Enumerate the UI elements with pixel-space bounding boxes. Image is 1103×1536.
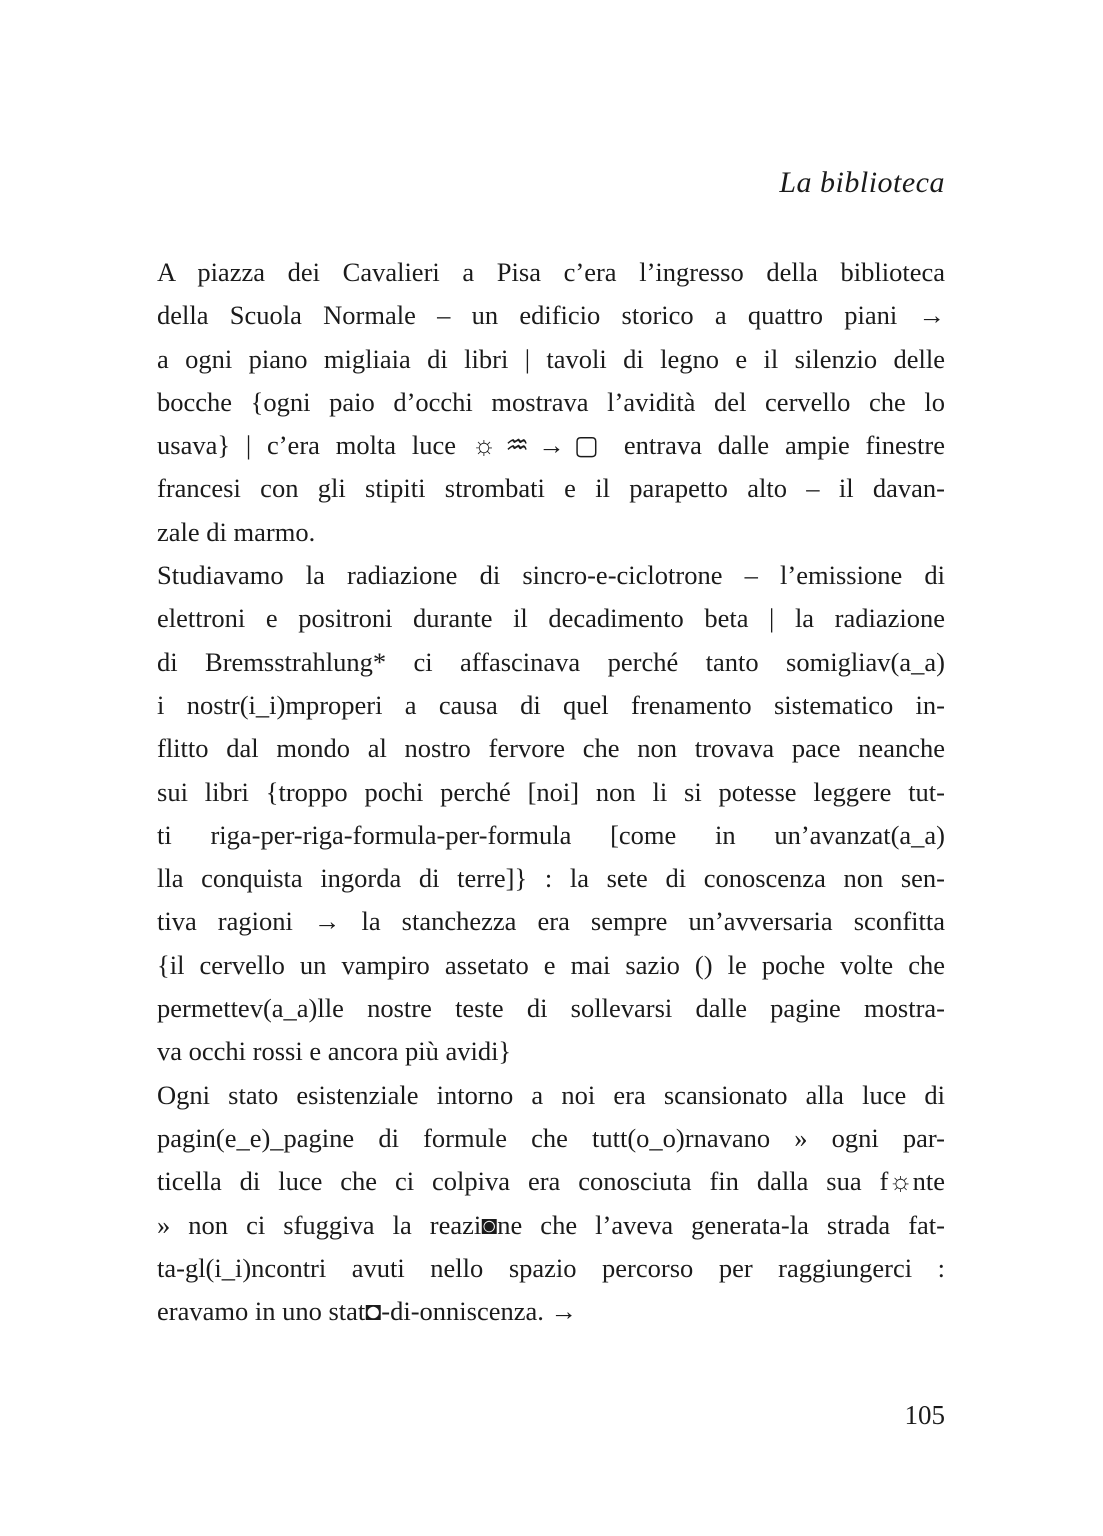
text-line: Studiavamo la radiazione di sincro-e-ciclotrone – l’emissione di bbox=[157, 560, 945, 591]
text-line: va occhi rossi e ancora più avidi} bbox=[157, 1036, 512, 1067]
text-line: i nostr(i_i)mproperi a causa di quel frenamento sistematico in- bbox=[157, 689, 945, 720]
text-line: della Scuola Normale – un edificio storico a quattro piani → bbox=[157, 300, 945, 331]
paragraph bbox=[157, 554, 945, 1074]
text-line: usava} | c’era molta luce ☼♒→▢ entrava dalle ampie finestre bbox=[157, 430, 945, 461]
text-line: A piazza dei Cavalieri a Pisa c’era l’ingresso della biblioteca bbox=[157, 257, 945, 287]
text-line: elettroni e positroni durante il decadimento beta | la radiazione bbox=[157, 603, 945, 634]
text-line: pagin(e_e)_pagine di formule che tutt(o_o)rnavano » ogni par- bbox=[157, 1122, 945, 1153]
paragraph bbox=[157, 251, 945, 554]
text-line: eravamo in uno stat◘-di-onniscenza. → bbox=[157, 1296, 578, 1327]
text-line: a ogni piano migliaia di libri | tavoli di legno e il silenzio delle bbox=[157, 343, 945, 374]
text-line: zale di marmo. bbox=[157, 516, 316, 547]
text-line: » non ci sfuggiva la reazi◙ne che l’aveva generata-la strada fat- bbox=[157, 1209, 945, 1240]
text-line: Ogni stato esistenziale intorno a noi era scansionato alla luce di bbox=[157, 1079, 945, 1110]
text-line: bocche {ogni paio d’occhi mostrava l’avidità del cervello che lo bbox=[157, 386, 945, 417]
page-number: 105 bbox=[904, 1400, 945, 1430]
text-line: {il cervello un vampiro assetato e mai sazio () le poche volte che bbox=[157, 949, 945, 980]
text-line: tiva ragioni → la stanchezza era sempre un’avversaria sconfitta bbox=[157, 906, 945, 937]
text-line: permettev(a_a)lle nostre teste di sollevarsi dalle pagine mostra- bbox=[157, 993, 945, 1024]
running-header-title: La biblioteca bbox=[779, 166, 945, 199]
text-line: di Bremsstrahlung* ci affascinava perché tanto somigliav(a_a) bbox=[157, 646, 945, 677]
paragraph bbox=[157, 1074, 945, 1334]
body-text-block bbox=[157, 251, 945, 1333]
text-line: francesi con gli stipiti strombati e il parapetto alto – il davan- bbox=[157, 473, 945, 504]
text-line: sui libri {troppo pochi perché [noi] non li si potesse leggere tut- bbox=[157, 776, 945, 807]
text-line: ticella di luce che ci colpiva era conosciuta fin dalla sua f☼nte bbox=[157, 1166, 945, 1197]
text-line: ti riga-per-riga-formula-per-formula [come in un’avanzat(a_a) bbox=[157, 819, 945, 850]
text-line: flitto dal mondo al nostro fervore che non trovava pace neanche bbox=[157, 733, 945, 764]
text-line: ta-gl(i_i)ncontri avuti nello spazio percorso per raggiungerci : bbox=[157, 1252, 945, 1283]
text-line: lla conquista ingorda di terre]} : la sete di conoscenza non sen- bbox=[157, 863, 945, 894]
